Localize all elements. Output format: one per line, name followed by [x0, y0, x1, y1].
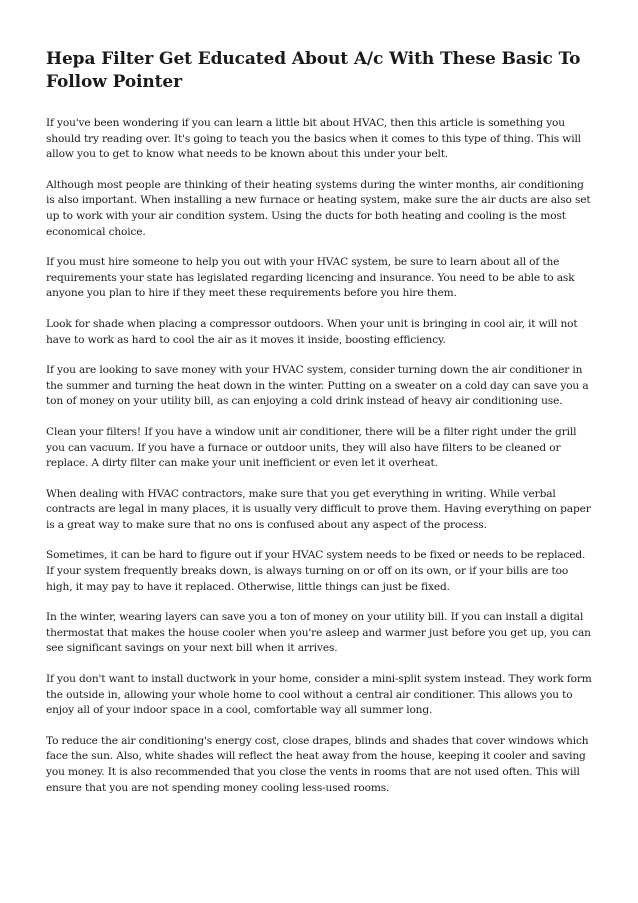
paragraph-3: If you must hire someone to help you out with your HVAC system, be sure to learn about all of the requirements your state has legislated regarding licencing and insurance. You need to be able to ask anyone you plan to hire if they meet these requirements before you hire them.	[46, 256, 575, 300]
paragraph-8: Sometimes, it can be hard to figure out if your HVAC system needs to be fixed or needs to be replaced. If your system frequently breaks down, is always turning on or off on its own, or if your bills are too high, it may pay to have it replaced. Otherwise, little things can just be fixed.	[46, 549, 586, 593]
document-title: Hepa Filter Get Educated About A/c With These Basic To Follow Pointer	[46, 49, 581, 92]
paragraph-5: If you are looking to save money with your HVAC system, consider turning down the air conditioner in the summer and turning the heat down in the winter. Putting on a sweater on a cold day can save you a ton of money on your utility bill, as can enjoying a cold drink instead of heavy air conditioning use.	[46, 364, 589, 408]
paragraph-6: Clean your filters! If you have a window unit air conditioner, there will be a filter right under the grill you can vacuum. If you have a furnace or outdoor units, they will also have filters to be cleaned or replace. A dirty filter can make your unit inefficient or even let it overheat.	[46, 425, 577, 470]
paragraph-9: In the winter, wearing layers can save you a ton of money on your utility bill. If you can install a digital thermostat that makes the house cooler when you're asleep and warmer just before you get up, you can see significant savings on your next bill when it arrives.	[46, 611, 591, 655]
paragraph-11: To reduce the air conditioning's energy cost, close drapes, blinds and shades that cover windows which face the sun. Also, white shades will reflect the heat away from the house, keeping it cooler and saving you money. It is also recommended that you close the vents in rooms that are not used often. This will ensure that you are not spending money cooling less-used rooms.	[46, 734, 589, 794]
paragraph-1: If you've been wondering if you can learn a little bit about HVAC, then this article is something you should try reading over. It's going to teach you the basics when it comes to this type of thing. This will allow you to get to know what needs to be known about this under your belt.	[46, 117, 581, 161]
paragraph-10: If you don't want to install ductwork in your home, consider a mini-split system instead. They work form the outside in, allowing your whole home to cool without a central air conditioner. This allows you to enjoy all of your indoor space in a cool, comfortable way all summer long.	[46, 673, 592, 717]
paragraph-4: Look for shade when placing a compressor outdoors. When your unit is bringing in cool air, it will not have to work as hard to cool the air as it moves it inside, boosting efficiency.	[46, 317, 578, 346]
paragraph-2: Although most people are thinking of their heating systems during the winter months, air conditioning is also important. When installing a new furnace or heating system, make sure the air ducts are also set up to work with your air condition system. Using the ducts for both heating and cooling is the most economical choice.	[46, 178, 591, 238]
paragraph-7: When dealing with HVAC contractors, make sure that you get everything in writing. While verbal contracts are legal in many places, it is usually very difficult to prove them. Having everything on paper is a great way to make sure that no ons is confused about any aspect of the process.	[46, 487, 591, 531]
document-page	[46, 48, 594, 811]
